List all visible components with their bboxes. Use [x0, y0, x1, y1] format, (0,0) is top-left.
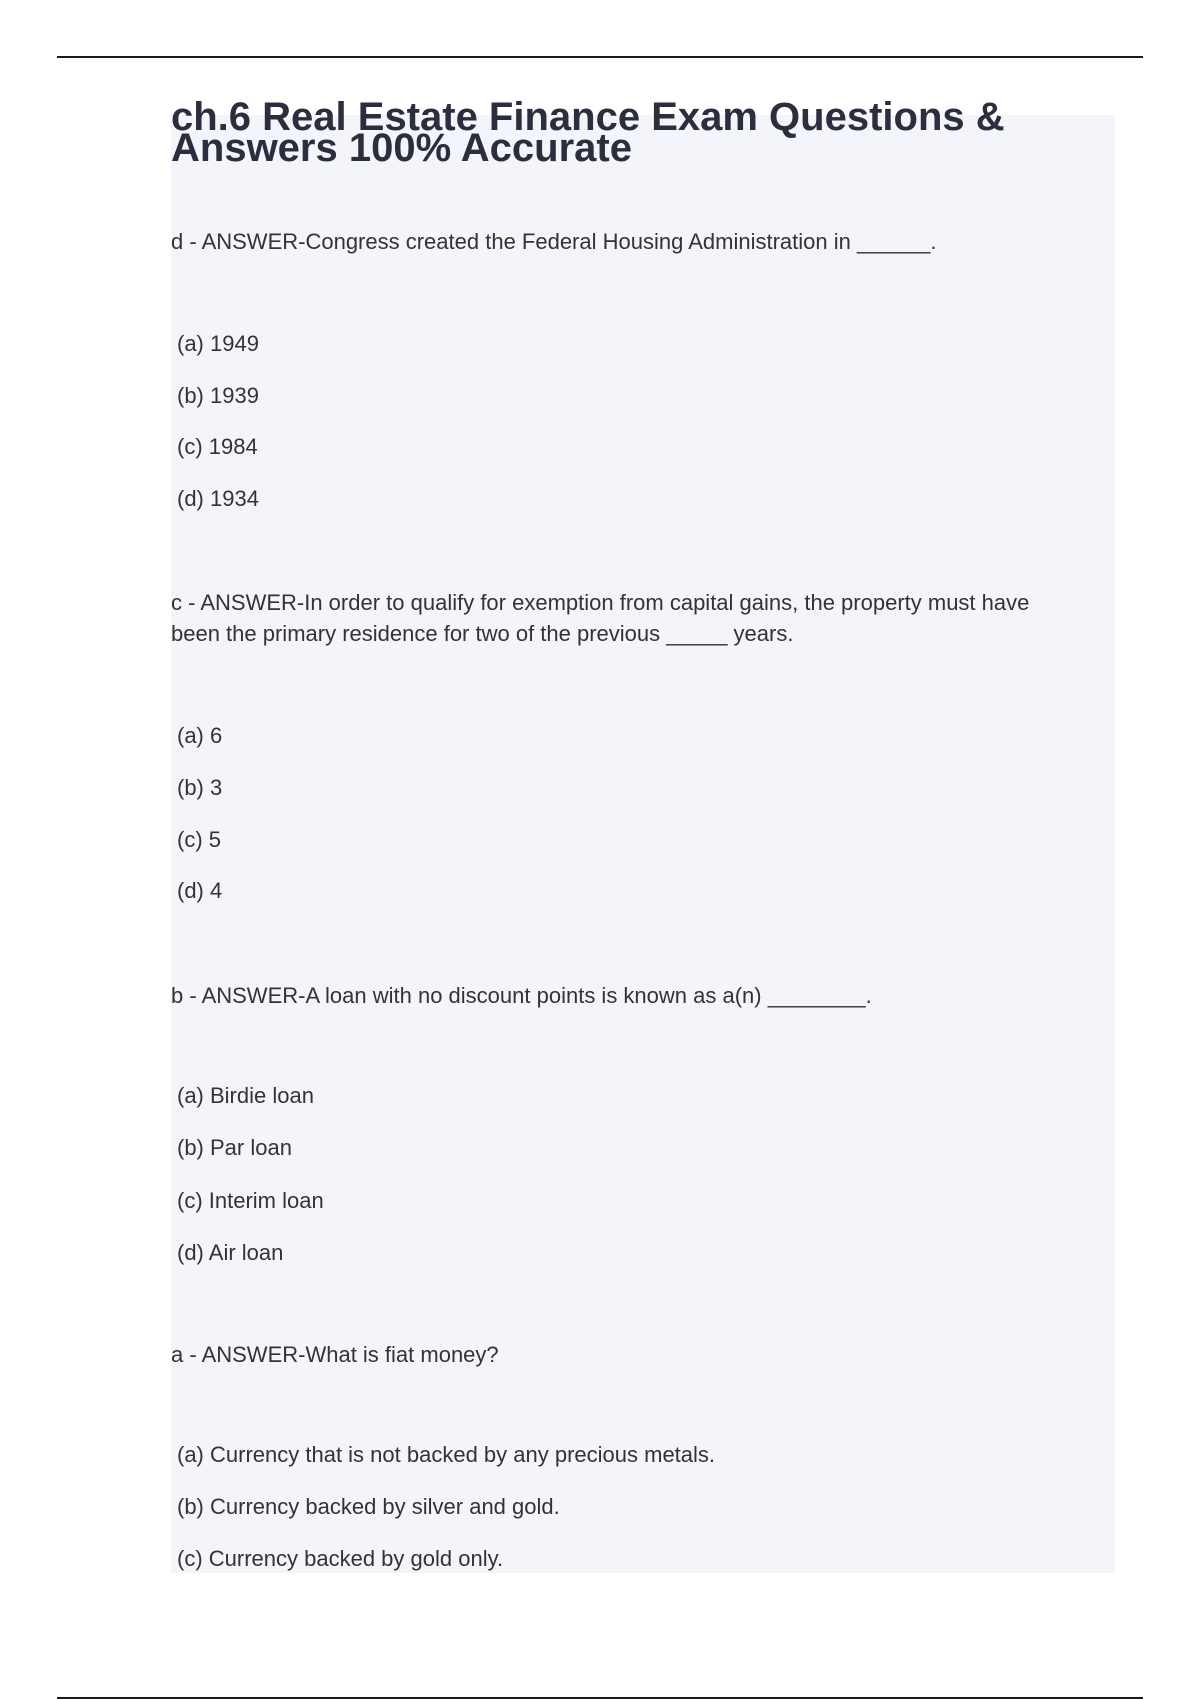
title-line-1: ch.6 Real Estate Finance Exam Questions & [171, 95, 1005, 139]
question-1-text: d - ANSWER-Congress created the Federal Housing Administration in ______. [171, 229, 937, 254]
question-2-option-b: (b) 3 [177, 775, 223, 800]
question-2-option-c: (c) 5 [177, 827, 221, 852]
question-1-option-c: (c) 1984 [177, 434, 258, 459]
question-2-text: c - ANSWER-In order to qualify for exemption from capital gains, the property must have been the primary residence for two of the previous _____ years. [171, 590, 1030, 646]
question-1-option-a: (a) 1949 [177, 331, 259, 356]
header-divider [57, 56, 1143, 58]
question-4-option-a: (a) Currency that is not backed by any precious metals. [177, 1442, 716, 1467]
document-title [171, 95, 1111, 170]
question-4-option-b: (b) Currency backed by silver and gold. [177, 1494, 560, 1519]
question-3-option-b: (b) Par loan [177, 1135, 292, 1160]
question-3-option-d: (d) Air loan [177, 1240, 284, 1265]
question-4-text: a - ANSWER-What is fiat money? [171, 1342, 499, 1367]
question-2-option-d: (d) 4 [177, 878, 223, 903]
question-3-option-a: (a) Birdie loan [177, 1083, 314, 1108]
question-3-option-c: (c) Interim loan [177, 1188, 324, 1213]
question-1-option-b: (b) 1939 [177, 383, 259, 408]
question-1-option-d: (d) 1934 [177, 486, 259, 511]
footer-divider [57, 1697, 1143, 1699]
title-line-2: Answers 100% Accurate [171, 126, 632, 170]
question-3-text: b - ANSWER-A loan with no discount points is known as a(n) ________. [171, 983, 872, 1008]
question-2-option-a: (a) 6 [177, 723, 223, 748]
question-4-option-c: (c) Currency backed by gold only. [177, 1546, 504, 1571]
